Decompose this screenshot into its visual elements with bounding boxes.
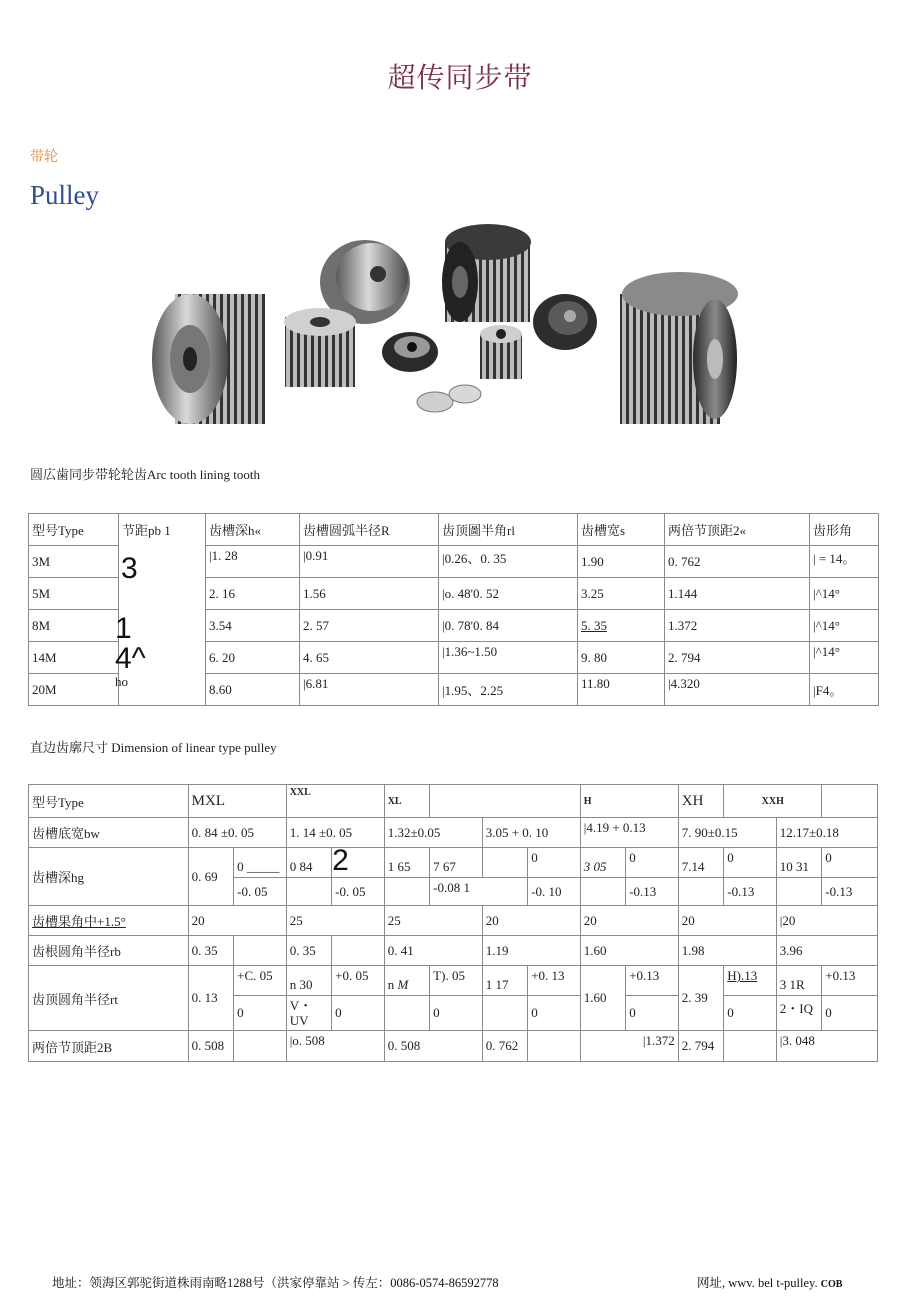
table-row: [29, 848, 878, 878]
value-cell: 3.96: [776, 936, 877, 966]
value-cell: |^14°: [810, 642, 879, 674]
value-cell: -0.13: [822, 878, 878, 906]
value-cell: 1 65: [384, 848, 429, 878]
value-cell: |3. 048: [776, 1031, 877, 1062]
value-cell: |1.36~1.50: [439, 642, 578, 674]
value-cell: +0. 13: [528, 966, 581, 996]
value-cell: 2. 16: [206, 578, 300, 610]
value-cell: 6. 20: [206, 642, 300, 674]
value-cell: 20: [678, 906, 776, 936]
value-cell: 7 67: [430, 848, 483, 878]
type-cell: 20M: [29, 674, 119, 706]
value-cell: 5. 35: [578, 610, 665, 642]
value-cell: |o. 48'0. 52: [439, 578, 578, 610]
value-cell: 3.05 + 0. 10: [482, 818, 580, 848]
value-cell: 0: [822, 996, 878, 1031]
value-cell: 2. 57: [300, 610, 439, 642]
value-cell: +0.13: [822, 966, 878, 996]
value-cell: n 30: [286, 966, 331, 996]
value-cell: 3 1R: [776, 966, 821, 996]
value-cell: 8.60: [206, 674, 300, 706]
value-cell: 1.372: [665, 610, 810, 642]
page-title: 超传同步带: [387, 63, 533, 94]
value-cell: |F4。: [810, 674, 879, 706]
value-cell: 0. 508: [188, 1031, 233, 1062]
value-cell: [580, 878, 625, 906]
value-cell: |1. 28: [206, 546, 300, 578]
value-cell: 0. 69: [188, 848, 233, 906]
value-cell: [528, 1031, 581, 1062]
header-cell: 齿顶圖半角rl: [439, 514, 578, 546]
value-cell: 0: [724, 848, 777, 878]
value-cell: [234, 936, 287, 966]
value-cell: -0. 05: [234, 878, 287, 906]
value-cell: 1. 14 ±0. 05: [286, 818, 384, 848]
value-cell: |1.95、2.25: [439, 674, 578, 706]
value-cell: |^14°: [810, 578, 879, 610]
value-cell: -0. 10: [528, 878, 581, 906]
row-label: 齿槽底宽bw: [29, 818, 189, 848]
header-cell: XXH: [724, 785, 822, 818]
value-cell: |0.91: [300, 546, 439, 578]
value-cell: [332, 936, 385, 966]
value-cell: 7. 90±0.15: [678, 818, 776, 848]
value-cell: 1.32±0.05: [384, 818, 482, 848]
value-cell: 0. 35: [188, 936, 233, 966]
dark-gear-pulley: [533, 294, 597, 350]
type-cell: 3M: [29, 546, 119, 578]
header-cell: [822, 785, 878, 818]
table-header-row: [29, 785, 878, 818]
header-cell: 节距pb 1: [119, 514, 206, 546]
value-cell: 0. 762: [482, 1031, 527, 1062]
type-cell: 14M: [29, 642, 119, 674]
value-cell: [286, 878, 331, 906]
table-header-row: [29, 514, 879, 546]
value-cell: 1.60: [580, 966, 625, 1031]
value-cell: |^14°: [810, 610, 879, 642]
value-cell: 25: [286, 906, 384, 936]
header-cell: 齿槽圆弧半径R: [300, 514, 439, 546]
value-cell: 0: [626, 848, 679, 878]
value-cell: 0: [332, 996, 385, 1031]
value-cell: 0: [528, 996, 581, 1031]
value-cell: 0: [626, 996, 679, 1031]
value-cell: 0 84: [286, 848, 331, 878]
header-cell: MXL: [188, 785, 286, 818]
value-cell: 1 17: [482, 966, 527, 996]
middle-left-pulley: [284, 308, 356, 387]
value-cell: +C. 05: [234, 966, 287, 996]
value-cell: 2. 794: [665, 642, 810, 674]
website-text: 网址, wwv. bel t-pulley.: [697, 1276, 821, 1290]
value-cell: 0. 508: [384, 1031, 482, 1062]
pulley-product-photo: [150, 222, 740, 432]
value-cell: |4.19 + 0.13: [580, 818, 678, 848]
value-cell: |o. 508: [286, 1031, 384, 1062]
arc-tooth-table: [28, 513, 879, 706]
value-cell: 1.98: [678, 936, 776, 966]
value-cell: 20: [188, 906, 286, 936]
footer-address: 地址：领海区郭驼街道株雨南略1288号（洪家停靠站 > 传左：0086-0574-86592778: [52, 1276, 499, 1290]
table2-caption: 直边齿廓尺寸 Dimension of linear type pulley: [30, 740, 277, 755]
value-cell: -0.13: [626, 878, 679, 906]
footer-website: [697, 1273, 842, 1291]
value-cell: [384, 966, 429, 996]
row-label: 齿顶圆角半径rt: [29, 966, 189, 1031]
value-cell: 0: [430, 996, 483, 1031]
value-cell: 0. 35: [286, 936, 331, 966]
row-label: 两倍节顶距2B: [29, 1031, 189, 1062]
value-cell: 10 31: [776, 848, 821, 878]
pitch-mark: 3: [121, 551, 138, 585]
value-cell: [776, 878, 821, 906]
pitch-mark: 1: [115, 611, 132, 645]
value-cell: H).13: [724, 966, 777, 996]
type-cell: 8M: [29, 610, 119, 642]
header-cell: 齿形角: [810, 514, 879, 546]
value-cell: 2. 794: [678, 1031, 723, 1062]
value-cell: 0: [234, 996, 287, 1031]
row-label: 齿根圆角半径rb: [29, 936, 189, 966]
small-black-pulley: [382, 332, 438, 372]
value-cell: 0. 41: [384, 936, 482, 966]
table1-caption: 圆広歯同步带轮轮齿Arc tooth lining tooth: [30, 467, 261, 482]
value-cell: 0. 762: [665, 546, 810, 578]
value-cell: 7.14: [678, 848, 723, 878]
value-cell: 4. 65: [300, 642, 439, 674]
header-cell: XH: [678, 785, 723, 818]
linear-type-table: [28, 784, 878, 1062]
type-cell: 5M: [29, 578, 119, 610]
value-cell: [234, 1031, 287, 1062]
value-cell: 12.17±0.18: [776, 818, 877, 848]
value-cell: 0: [724, 996, 777, 1031]
value-cell: -0. 05: [332, 878, 385, 906]
value-text: M: [397, 977, 409, 992]
pitch-mark: ho: [115, 673, 128, 689]
value-cell: 1.60: [580, 936, 678, 966]
value-cell: 1.19: [482, 936, 580, 966]
value-cell: +0. 05: [332, 966, 385, 996]
value-cell: 2・IQ: [776, 996, 821, 1031]
value-cell: T). 05: [430, 966, 483, 996]
stray-mark: 2: [332, 844, 349, 877]
value-cell: [724, 1031, 777, 1062]
value-cell: [384, 996, 429, 1031]
value-cell: 0. 84 ±0. 05: [188, 818, 286, 848]
website-tail: COB: [820, 1279, 843, 1290]
value-cell: 25: [384, 906, 482, 936]
value-cell: |1.372: [580, 1031, 678, 1062]
value-text: n: [387, 977, 398, 992]
table-row: [29, 818, 878, 848]
pitch-mark: 4^: [115, 641, 146, 675]
value-cell: 0: [528, 848, 581, 878]
value-cell: [678, 878, 723, 906]
value-cell: |0. 78'0. 84: [439, 610, 578, 642]
value-cell: |6.81: [300, 674, 439, 706]
value-cell: 2. 39: [678, 966, 723, 1031]
value-cell: 0. 13: [188, 966, 233, 1031]
value-cell: 3 05: [580, 848, 625, 878]
value-cell: 11.80: [578, 674, 665, 706]
header-cell: 型号Type: [29, 785, 189, 818]
table-row: [29, 1031, 878, 1062]
left-pulley: [152, 294, 265, 424]
table-row: [29, 936, 878, 966]
table-row: [29, 966, 878, 996]
value-cell: [482, 996, 527, 1031]
value-cell: 0 _____: [234, 848, 287, 878]
value-cell: | = 14。: [810, 546, 879, 578]
value-cell: +0.13: [626, 966, 679, 996]
value-cell: 1.90: [578, 546, 665, 578]
value-cell: 20: [580, 906, 678, 936]
header-cell: XXL: [286, 785, 384, 818]
top-center-pulley: [442, 224, 531, 322]
right-pulley: [620, 272, 738, 424]
header-cell: 齿槽宽s: [578, 514, 665, 546]
small-silver-pulley: [480, 325, 522, 379]
value-cell: [332, 844, 385, 878]
value-cell: [482, 848, 527, 878]
header-cell: H: [580, 785, 678, 818]
value-cell: 9. 80: [578, 642, 665, 674]
value-cell: V・UV: [286, 996, 331, 1031]
value-cell: 3.54: [206, 610, 300, 642]
row-label: 齿槽深hg: [29, 848, 189, 906]
flange-discs: [417, 385, 481, 412]
header-cell: [430, 785, 581, 818]
section-heading: Pulley: [30, 180, 100, 210]
value-cell: 3.25: [578, 578, 665, 610]
category-label: 带轮: [30, 150, 58, 165]
header-cell: 型号Type: [29, 514, 119, 546]
value-cell: 1.56: [300, 578, 439, 610]
value-cell: |4.320: [665, 674, 810, 706]
table-row: [29, 546, 879, 578]
value-cell: [384, 878, 429, 906]
value-cell: |0.26、0. 35: [439, 546, 578, 578]
value-cell: |20: [776, 906, 877, 936]
value-cell: -0.13: [724, 878, 777, 906]
value-cell: -0.08 1: [430, 878, 528, 906]
value-cell: 20: [482, 906, 580, 936]
table-row: [29, 906, 878, 936]
header-cell: XL: [384, 785, 429, 818]
value-cell: 0: [822, 848, 878, 878]
header-cell: 两倍节顶距2«: [665, 514, 810, 546]
row-label: 齿槽果角中+1.5°: [29, 906, 189, 936]
pitch-cell: [115, 546, 206, 706]
value-cell: 1.144: [665, 578, 810, 610]
header-cell: 齿槽深h«: [206, 514, 300, 546]
